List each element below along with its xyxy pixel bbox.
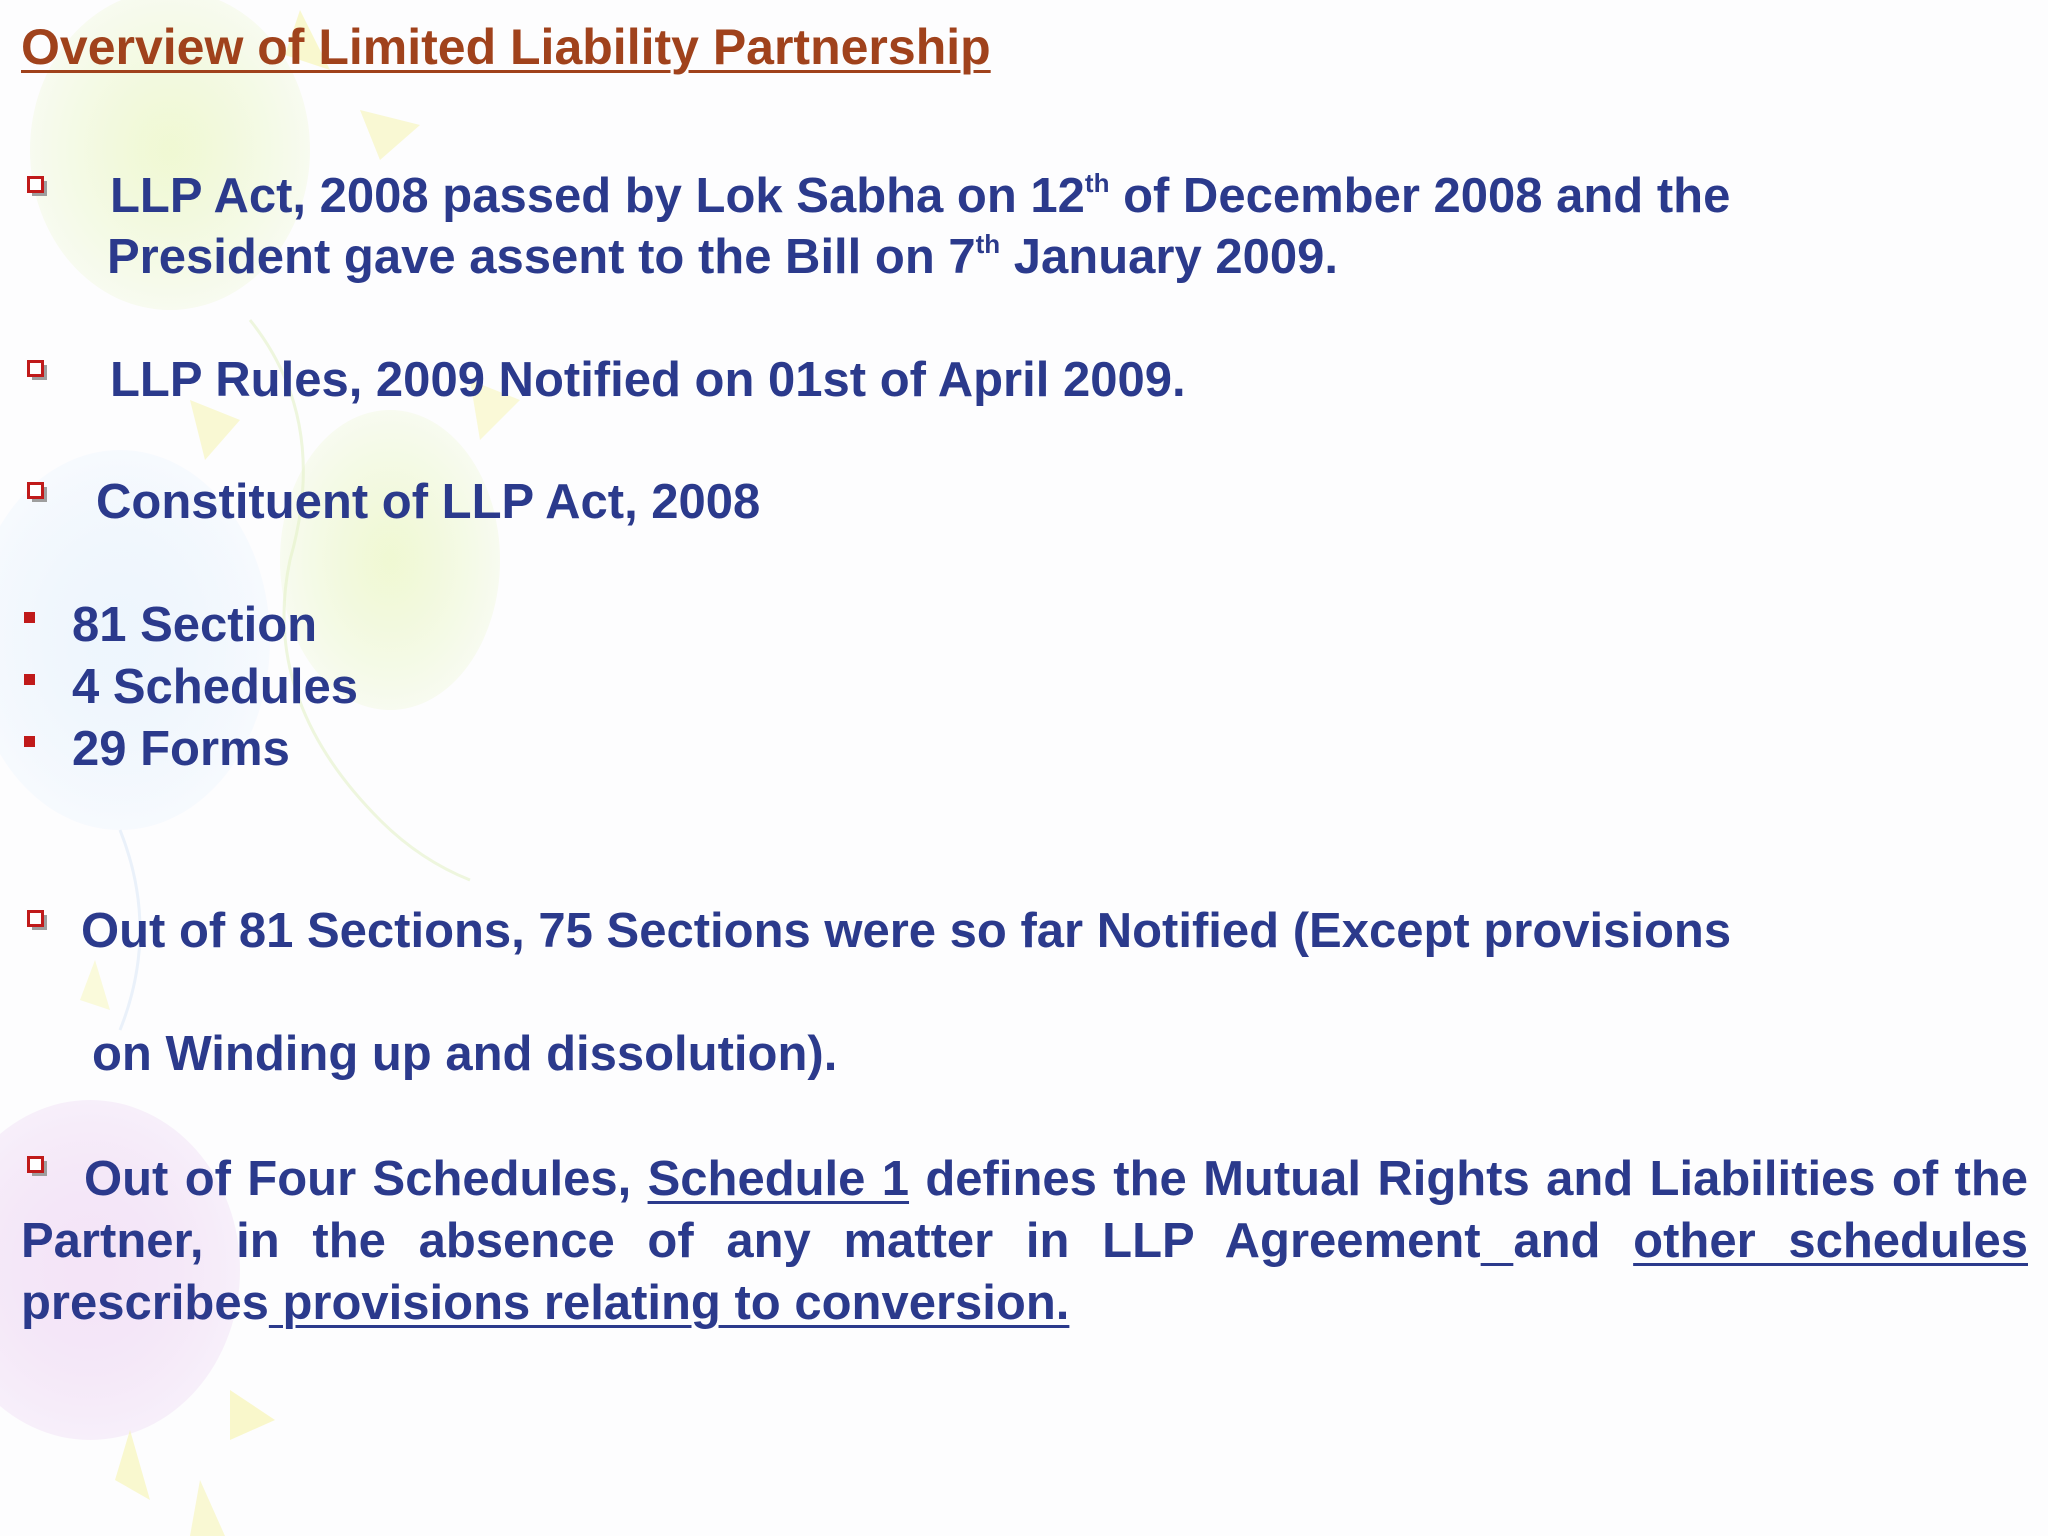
bullet-act-text-2a: President gave assent to the Bill on 7 bbox=[107, 230, 976, 284]
list-item: 29 Forms bbox=[72, 722, 290, 776]
superscript: th bbox=[1084, 168, 1110, 198]
bullet-constituent: Constituent of LLP Act, 2008 bbox=[96, 475, 761, 529]
list-item: 81 Section bbox=[72, 598, 318, 652]
bullet-schedules bbox=[21, 1148, 2028, 1334]
schedules-text-2: defines the Mutual Rights and Liabilities of the Partner, in the absence of any matter in LLP Agreement bbox=[21, 1152, 2029, 1268]
bullet-rules: LLP Rules, 2009 Notified on 01st of April 2009. bbox=[110, 353, 1186, 407]
schedules-text-3: and bbox=[1513, 1214, 1634, 1268]
bullet-act-line1 bbox=[110, 168, 1731, 223]
bullet-sections-line1: Out of 81 Sections, 75 Sections were so far Notified (Except provisions bbox=[81, 904, 1732, 958]
bullet-act-text-1b: of December 2008 and the bbox=[1109, 169, 1731, 223]
schedules-text-1: Out of Four Schedules, bbox=[84, 1152, 648, 1206]
bullet-sections-line2: on Winding up and dissolution). bbox=[92, 1027, 838, 1081]
superscript: th bbox=[975, 229, 1001, 259]
list-item: 4 Schedules bbox=[72, 660, 358, 714]
checkbox-bullet-icon bbox=[27, 1156, 49, 1178]
bullet-act-text-2b: January 2009. bbox=[1000, 230, 1338, 284]
underlined-space bbox=[1481, 1214, 1514, 1268]
provisions-conversion-link: provisions relating to conversion. bbox=[268, 1276, 1070, 1330]
schedule-1-link: Schedule 1 bbox=[647, 1152, 910, 1206]
page-title: Overview of Limited Liability Partnership bbox=[21, 19, 991, 75]
schedules-text-4: prescribes bbox=[21, 1276, 269, 1330]
square-bullet-icon bbox=[24, 736, 35, 747]
other-schedules-link: other schedules bbox=[1633, 1214, 2028, 1268]
square-bullet-icon bbox=[24, 674, 35, 685]
checkbox-bullet-icon bbox=[27, 360, 49, 382]
bullet-act-text-1a: LLP Act, 2008 passed by Lok Sabha on 12 bbox=[110, 169, 1085, 223]
square-bullet-icon bbox=[24, 612, 35, 623]
checkbox-bullet-icon bbox=[27, 482, 49, 504]
checkbox-bullet-icon bbox=[27, 176, 49, 198]
checkbox-bullet-icon bbox=[27, 910, 49, 932]
bullet-act-line2 bbox=[107, 229, 1338, 284]
